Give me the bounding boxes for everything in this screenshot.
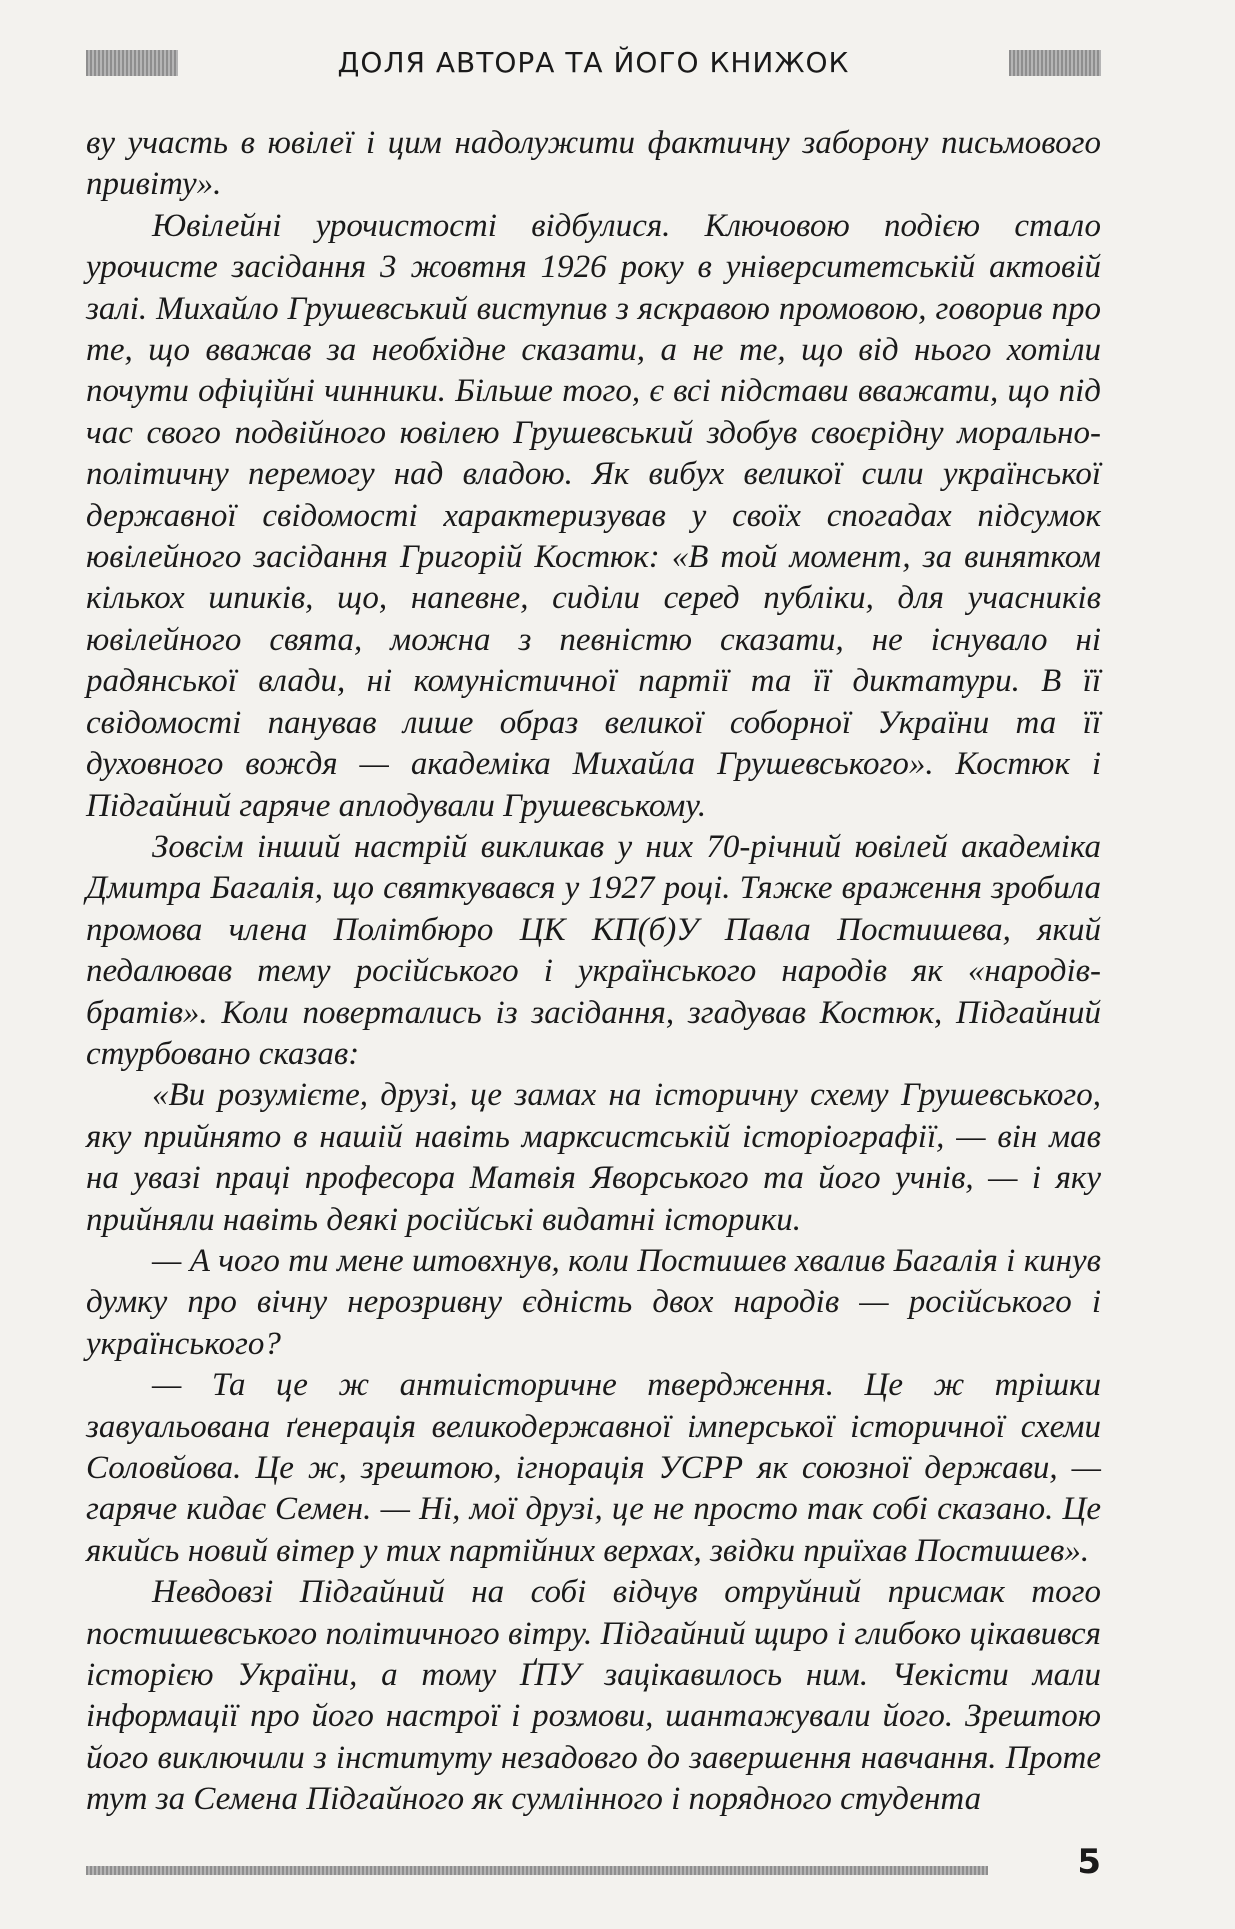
paragraph: «Ви розумієте, друзі, це замах на історичну схему Грушевського, яку прийнято в нашій навіть марксистській історіографії, — він мав на увазі праці професора Матвія Яворського та його учнів, — і яку прийняли навіть деякі російські видатні історики. (86, 1077, 1101, 1238)
header-decorative-bar-left (86, 50, 178, 76)
page-number: 5 (1077, 1842, 1101, 1882)
header-decorative-bar-right (1009, 50, 1101, 76)
paragraph: Невдовзі Підгайний на собі відчув отруйний присмак того постишевського політичного вітру. Підгайний щиро і глибоко цікавився історією України, а тому ҐПУ зацікавилось ним. Чекісти мали інформації про його настрої і розмови, шантажували його. Зрештою його виключили з інституту незадовго до завершення навчання. Проте тут за Семена Підгайного як сумлінного і порядного студента (86, 1574, 1101, 1818)
paragraph: — А чого ти мене штовхнув, коли Постишев хвалив Багалія і кинув думку про вічну нерозривну єдність двох народів — російського і українського? (86, 1242, 1101, 1362)
running-header-title: ДОЛЯ АВТОРА ТА ЙОГО КНИЖОК (337, 46, 850, 79)
paragraph-continuation: ву участь в ювілеї і цим надолужити фактичну заборону письмового привіту». (86, 125, 1101, 203)
paragraph: — Та це ж антиісторичне твердження. Це ж трішки завуальована ґенерація великодержавної імперської історичної схеми Соловйова. Це ж, зрештою, ігнорація УСРР як союзної держави, — гаряче кидає Семен. — Ні, мої друзі, це не просто так собі сказано. Це якийсь новий вітер у тих партійних верхах, звідки приїхав Постишев». (86, 1367, 1101, 1569)
footer-decorative-rule (86, 1866, 988, 1875)
paragraph: Ювілейні урочистості відбулися. Ключовою подією стало урочисте засідання 3 жовтня 1926 року в університетській актовій залі. Михайло Грушевський виступив з яскравою промовою, говорив про те, що вважав за необхідне сказати, а не те, що від нього хотіли почути офіційні чинники. Більше того, є всі підстави вважати, що під час свого подвійного ювілею Грушевський здобув своєрідну морально-політичну перемогу над владою. Як вибух великої сили української державної свідомості характеризував у своїх спогадах підсумок ювілейного засідання Григорій Костюк: «В той момент, за винятком кількох шпиків, що, напевне, сиділи серед публіки, для учасників ювілейного свята, можна з певністю сказати, не існувало ні радянської влади, ні комуністичної партії та її диктатури. В її свідомості панував лише образ великої соборної України та її духовного вождя — академіка Михайла Грушевського». Костюк і Підгайний гаряче аплодували Грушевському. (86, 207, 1101, 824)
body-text (86, 123, 1101, 1821)
paragraph: Зовсім інший настрій викликав у них 70-річний ювілей академіка Дмитра Багалія, що святкувався у 1927 році. Тяжке враження зробила промова члена Політбюро ЦК КП(б)У Павла Постишева, який педалював тему російського і українського народів як «народів-братів». Коли повертались із засідання, згадував Костюк, Підгайний стурбовано сказав: (86, 828, 1101, 1072)
